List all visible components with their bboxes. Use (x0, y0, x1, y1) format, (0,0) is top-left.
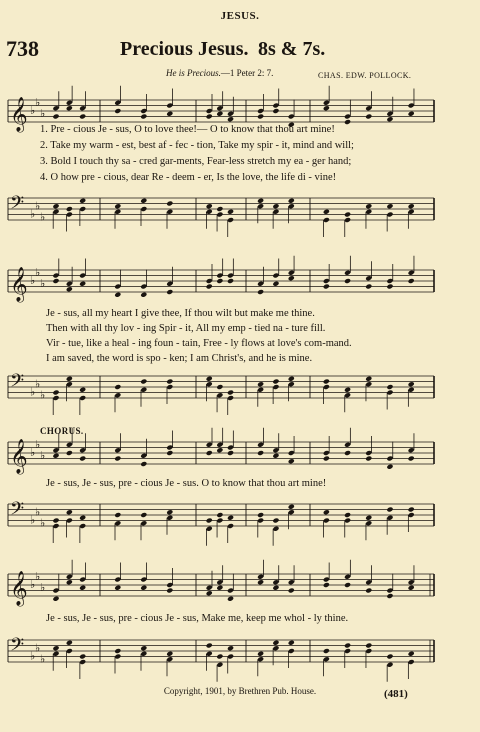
note-head (272, 640, 279, 646)
note-head (114, 203, 121, 209)
note-head (216, 654, 223, 660)
note-head (408, 651, 415, 657)
note-head (288, 458, 295, 464)
verse-line-3: 3. Bold I touch thy sa - cred gar-ments, Fear-less stretch my ea - ger hand; (40, 156, 352, 167)
note-head (288, 275, 295, 281)
flat-icon: ♭ (30, 446, 36, 459)
flat-icon: ♭ (40, 106, 46, 120)
bass-staff-2 (0, 368, 480, 424)
note-head (365, 284, 372, 290)
note-head (66, 579, 73, 585)
flat-icon: ♭ (35, 437, 41, 451)
note-head (272, 108, 279, 114)
note-head (272, 281, 279, 287)
note-head (257, 114, 264, 120)
note-head (386, 203, 393, 209)
note-head (408, 381, 415, 387)
note-head (288, 376, 295, 382)
treble-clef-icon: 𝄞 (10, 267, 28, 302)
note-head (140, 585, 147, 591)
note-head (114, 384, 121, 390)
note-head (114, 512, 121, 518)
flat-icon: ♭ (30, 104, 36, 117)
note-head (114, 292, 121, 298)
note-head (365, 456, 372, 462)
note-head (52, 453, 59, 459)
verse-line-4-cont: I am saved, the word is spo - ken; I am Christ's, and he is mine. (46, 353, 313, 364)
note-head (386, 507, 393, 513)
note-head (140, 292, 147, 298)
note-head (166, 651, 173, 657)
verse-line-1: 1. Pre - cious Je - sus, O to love thee!— O to know that thou art mine! (40, 124, 335, 135)
note-head (386, 654, 393, 660)
note-head (114, 648, 121, 654)
hymn-number: 738 (6, 36, 39, 61)
note-head (227, 645, 234, 651)
note-head (272, 585, 279, 591)
copyright-notice: Copyright, 1901, by Brethren Pub. House. (163, 686, 317, 696)
scripture-italic: He is Precious. (166, 68, 221, 78)
note-head (166, 450, 173, 456)
flat-icon: ♭ (40, 448, 46, 462)
note-head (216, 278, 223, 284)
chorus-lyric-1: Je - sus, Je - sus, pre - cious Je - sus. O to know that thou art mine! (46, 478, 327, 489)
flat-icon: ♭ (30, 513, 36, 527)
note-head (52, 596, 59, 602)
note-head (365, 114, 372, 120)
flat-icon: ♭ (40, 516, 46, 530)
note-head (52, 390, 59, 396)
flat-icon: ♭ (40, 580, 46, 594)
note-head (216, 111, 223, 117)
flat-icon: ♭ (35, 569, 41, 583)
note-head (257, 381, 264, 387)
note-head (344, 278, 351, 284)
note-head (66, 450, 73, 456)
note-head (166, 111, 173, 117)
note-head (79, 281, 86, 287)
note-head (166, 588, 173, 594)
note-head (323, 456, 330, 462)
note-head (79, 515, 86, 521)
hymn-title: Precious Jesus. (120, 38, 249, 60)
scripture-ref: —1 Peter 2: 7. (220, 68, 274, 78)
flat-icon: ♭ (35, 641, 41, 655)
note-head (166, 289, 173, 295)
note-head (166, 379, 173, 385)
note-head (323, 105, 330, 111)
note-head (344, 450, 351, 456)
note-head (216, 206, 223, 212)
bass-clef-icon: 𝄢 (10, 499, 25, 524)
note-head (140, 512, 147, 518)
bass-clef-icon: 𝄢 (10, 371, 25, 396)
treble-clef-icon: 𝄞 (10, 97, 28, 132)
bass-clef-icon: 𝄢 (10, 635, 25, 660)
note-head (66, 286, 73, 292)
bass-clef-icon: 𝄢 (10, 193, 25, 218)
verse-line-2: 2. Take my warm - est, best af - fec - tion, Take my spir - it, mind and will; (40, 140, 354, 151)
flat-icon: ♭ (35, 377, 41, 391)
note-head (227, 278, 234, 284)
running-head: JESUS. (220, 10, 260, 22)
note-head (79, 114, 86, 120)
note-head (323, 648, 330, 654)
note-head (344, 582, 351, 588)
note-head (365, 643, 372, 649)
note-head (216, 447, 223, 453)
note-head (408, 585, 415, 591)
flat-icon: ♭ (40, 652, 46, 666)
flat-icon: ♭ (30, 207, 36, 221)
note-head (216, 512, 223, 518)
note-head (114, 456, 121, 462)
note-head (206, 376, 213, 382)
verse-line-4: 4. O how pre - cious, dear Re - deem - er, Is the love, the life di - vine! (40, 172, 337, 183)
note-head (227, 209, 234, 215)
note-head (52, 114, 59, 120)
verse-line-3-cont: Vir - tue, like a heal - ing foun - tain, Free - ly flows at love's com-mand. (46, 338, 352, 349)
note-head (272, 453, 279, 459)
note-head (408, 456, 415, 462)
note-head (66, 376, 73, 382)
note-head (323, 582, 330, 588)
note-head (216, 585, 223, 591)
note-head (114, 585, 121, 591)
note-head (257, 289, 264, 295)
chorus-lyric-2: Je - sus, Je - sus, pre - cious Je - sus, Make me, keep me whol - ly thine. (46, 613, 349, 624)
note-head (206, 590, 213, 596)
flat-icon: ♭ (35, 95, 41, 109)
note-head (344, 512, 351, 518)
note-head (140, 379, 147, 385)
composer-credit: CHAS. EDW. POLLOCK. (318, 71, 412, 80)
note-head (166, 509, 173, 515)
note-head (140, 198, 147, 204)
note-head (227, 596, 234, 602)
note-head (206, 450, 213, 456)
note-head (140, 645, 147, 651)
note-head (365, 376, 372, 382)
note-head (227, 450, 234, 456)
note-head (79, 654, 86, 660)
note-head (140, 114, 147, 120)
note-head (257, 651, 264, 657)
note-head (272, 379, 279, 385)
bass-staff-3 (0, 496, 480, 552)
note-head (365, 203, 372, 209)
note-head (227, 116, 234, 122)
flat-icon: ♭ (30, 385, 36, 399)
note-head (408, 203, 415, 209)
note-head (66, 509, 73, 515)
note-head (272, 203, 279, 209)
flat-icon: ♭ (30, 274, 36, 287)
note-head (206, 518, 213, 524)
scripture-reference (166, 68, 273, 78)
note-head (344, 212, 351, 218)
note-head (166, 201, 173, 207)
note-head (140, 461, 147, 467)
note-head (257, 450, 264, 456)
note-head (408, 507, 415, 513)
note-head (52, 645, 59, 651)
note-head (386, 464, 393, 470)
note-head (288, 198, 295, 204)
note-head (323, 509, 330, 515)
note-head (365, 588, 372, 594)
flat-icon: ♭ (35, 199, 41, 213)
page-number: (481) (384, 688, 408, 700)
note-head (257, 198, 264, 204)
note-head (52, 203, 59, 209)
note-head (257, 512, 264, 518)
note-head (408, 111, 415, 117)
note-head (206, 643, 213, 649)
note-head (66, 640, 73, 646)
note-head (227, 515, 234, 521)
treble-clef-icon: 𝄞 (10, 439, 28, 474)
note-head (52, 278, 59, 284)
flat-icon: ♭ (35, 265, 41, 279)
chorus-label: CHORUS. (40, 426, 84, 436)
note-head (344, 119, 351, 125)
note-head (344, 387, 351, 393)
note-head (288, 504, 295, 510)
flat-icon: ♭ (30, 649, 36, 663)
bass-staff-1 (0, 190, 480, 246)
treble-clef-icon: 𝄞 (10, 571, 28, 606)
note-head (79, 387, 86, 393)
note-head (288, 640, 295, 646)
note-head (323, 379, 330, 385)
verse-line-1-cont: Je - sus, all my heart I give thee, If thou wilt but make me thine. (46, 308, 315, 319)
note-head (79, 585, 86, 591)
note-head (408, 278, 415, 284)
note-head (386, 384, 393, 390)
note-head (114, 108, 121, 114)
note-head (272, 518, 279, 524)
note-head (257, 579, 264, 585)
note-head (79, 198, 86, 204)
hymn-meter: 8s & 7s. (258, 38, 326, 60)
note-head (323, 284, 330, 290)
note-head (66, 105, 73, 111)
note-head (323, 209, 330, 215)
note-head (288, 588, 295, 594)
bass-staff-4 (0, 632, 480, 688)
flat-icon: ♭ (30, 578, 36, 591)
flat-icon: ♭ (40, 388, 46, 402)
note-head (216, 384, 223, 390)
note-head (386, 116, 393, 122)
note-head (386, 284, 393, 290)
note-head (206, 114, 213, 120)
note-head (227, 390, 234, 396)
note-head (79, 456, 86, 462)
flat-icon: ♭ (40, 210, 46, 224)
flat-icon: ♭ (35, 505, 41, 519)
verse-line-2-cont: Then with all thy lov - ing Spir - it, All my emp - tied na - ture fill. (46, 323, 326, 334)
note-head (66, 206, 73, 212)
flat-icon: ♭ (40, 276, 46, 290)
note-head (365, 515, 372, 521)
note-head (386, 593, 393, 599)
note-head (206, 203, 213, 209)
note-head (52, 518, 59, 524)
note-head (344, 643, 351, 649)
note-head (206, 284, 213, 290)
